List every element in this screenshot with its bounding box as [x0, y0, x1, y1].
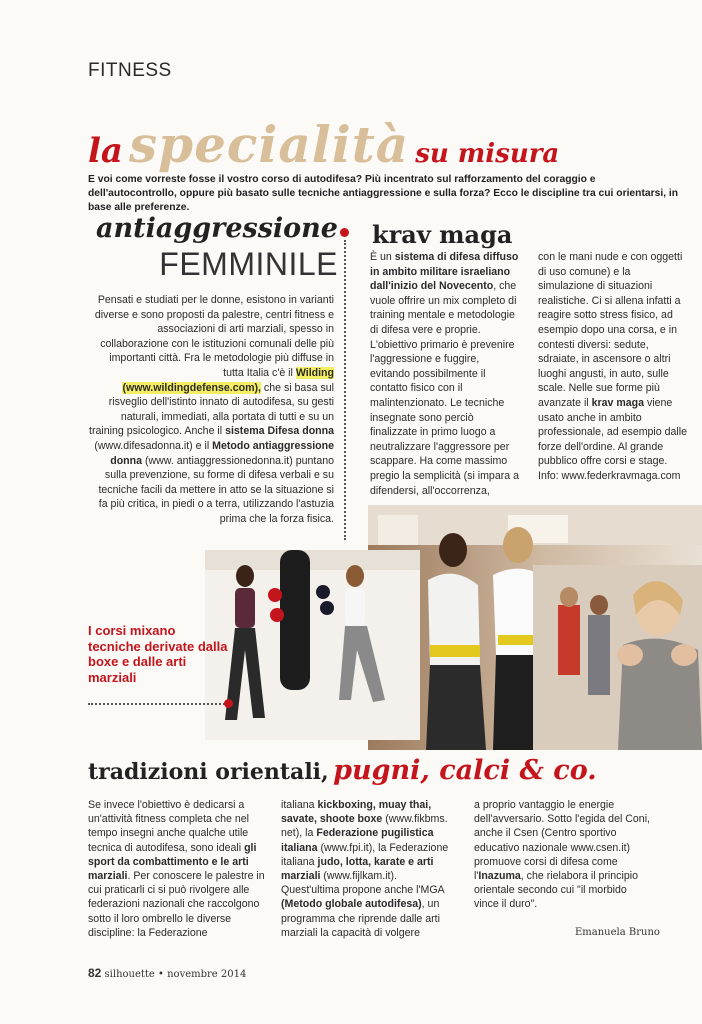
caption-divider	[88, 703, 228, 705]
krav-heading: krav maga	[372, 220, 513, 249]
headline-suffix: su misura	[415, 139, 560, 169]
section-label: FITNESS	[88, 60, 172, 81]
headline	[88, 115, 688, 175]
left-heading-2: FEMMINILE	[159, 246, 338, 282]
headline-main: specialità	[128, 115, 410, 174]
left-body: Pensati e studiati per le donne, esistono in varianti diverse e sono proposti da palestre, centri fitness e associazioni di arti marziali, spesso in collaborazione con le istituzioni comunali delle più importanti città. Fra le metodologie più diffuse in tutta Italia c'è il Wilding (www.wildingdefense.com), che si basa sul risveglio dell'istinto innato di autodifesa, su gesti naturali, immediati, alla portata di tutti e su un training psicologico. Anche il sistema Difesa donna (www.difesadonna.it) e il Metodo antiaggressione donna (www. antiaggressionedonna.it) puntano sulla prevenzione, su forme di difesa verbali e su tecniche facili da mettere in atto se la situazione si fa più critica, in piedi o a terra, utilizzando l'astuzia prima che la forza fisica.	[89, 294, 334, 525]
photo-boxing-bag	[205, 550, 420, 740]
author-signature: Emanuela Bruno	[575, 927, 660, 938]
headline-prefix: la	[88, 131, 123, 171]
caption-dot	[224, 699, 233, 708]
krav-column-2: con le mani nude e con oggetti di uso comune) e la simulazione di situazioni realistiche. Ci si allena infatti a reagire sotto stress fisico, ad esempio dopo una corsa, e in contesti diversi: sedute, sdraiate, in ascensore o altri luoghi angusti, in auto, sulle scale. Nelle sue forme più avanzate il krav maga viene usato anche in ambito professionale, ad esempio dalle forze dell'ordine. Al grande pubblico offre corsi e stage. Info: www.federkravmaga.com	[538, 251, 687, 482]
trad-column-3: a proprio vantaggio le energie dell'avversario. Sotto l'egida del Coni, anche il Csen (Centro sportivo educativo nazionale www.csen.it) promuove corsi di difesa come l'Inazuma, che rielabora il principio orientale secondo cui "il morbido vince il duro".	[474, 799, 650, 911]
red-dot-marker	[340, 228, 349, 237]
krav-column-1: È un sistema di difesa diffuso in ambito militare israeliano dall'inizio del Novecento, che vuole offrire un mix completo di training mentale e metodologie di difesa vere e proprie. L'obiettivo primario è prevenire l'aggressione e fuggire, evitando possibilmente il contatto fisico con il malintenzionato. Le tecniche insegnate sono perciò finalizzate in primo luogo a neutralizzare l'aggressore per scappare. Ha come massimo pregio la semplicità (si impara a difendersi, all'occorrenza,	[370, 251, 519, 497]
photo-caption: I corsi mixano tecniche derivate dalla boxe e dalle arti marziali	[88, 623, 228, 685]
intro-text: E voi come vorreste fosse il vostro corso di autodifesa? Più incentrato sul rafforzamento del coraggio e dell'autocontrollo, oppure più basato sulle tecniche antiaggressione e sulla forza? Ecco le discipline tra cui orientarsi, in base alle preferenze.	[88, 174, 679, 213]
left-heading-1: antiaggressione	[96, 213, 338, 244]
trad-column-2: italiana kickboxing, muay thai, savate, shoote boxe (www.fikbms. net), la Federazione pugilistica italiana (www.fpi.it), la Federazione italiana judo, lotta, karate e arti marziali (www.fijlkam.it). Quest'ultima propone anche l'MGA (Metodo globale autodifesa), un programma che riprende dalle arti marziali la capacità di volgere	[281, 799, 449, 939]
trad-heading: tradizioni orientali, pugni, calci & co.	[88, 755, 597, 786]
wilding-highlight: Wilding (www.wildingdefense.com),	[122, 366, 334, 394]
footer-text: silhouette • novembre 2014	[104, 969, 247, 980]
trad-column-1: Se invece l'obiettivo è dedicarsi a un'attività fitness completa che nel tempo insegni anche qualche utile tecnica di autodifesa, sono ideali gli sport da combattimento e le arti marziali. Per conoscere le palestre in cui praticarli ci si può rivolgere alle federazioni nazionali che raccolgono sotto il loro ombrello le diverse discipline: la Federazione	[88, 799, 265, 939]
page-number: 82	[88, 966, 102, 980]
column-divider	[344, 240, 346, 540]
page-footer	[88, 966, 246, 980]
